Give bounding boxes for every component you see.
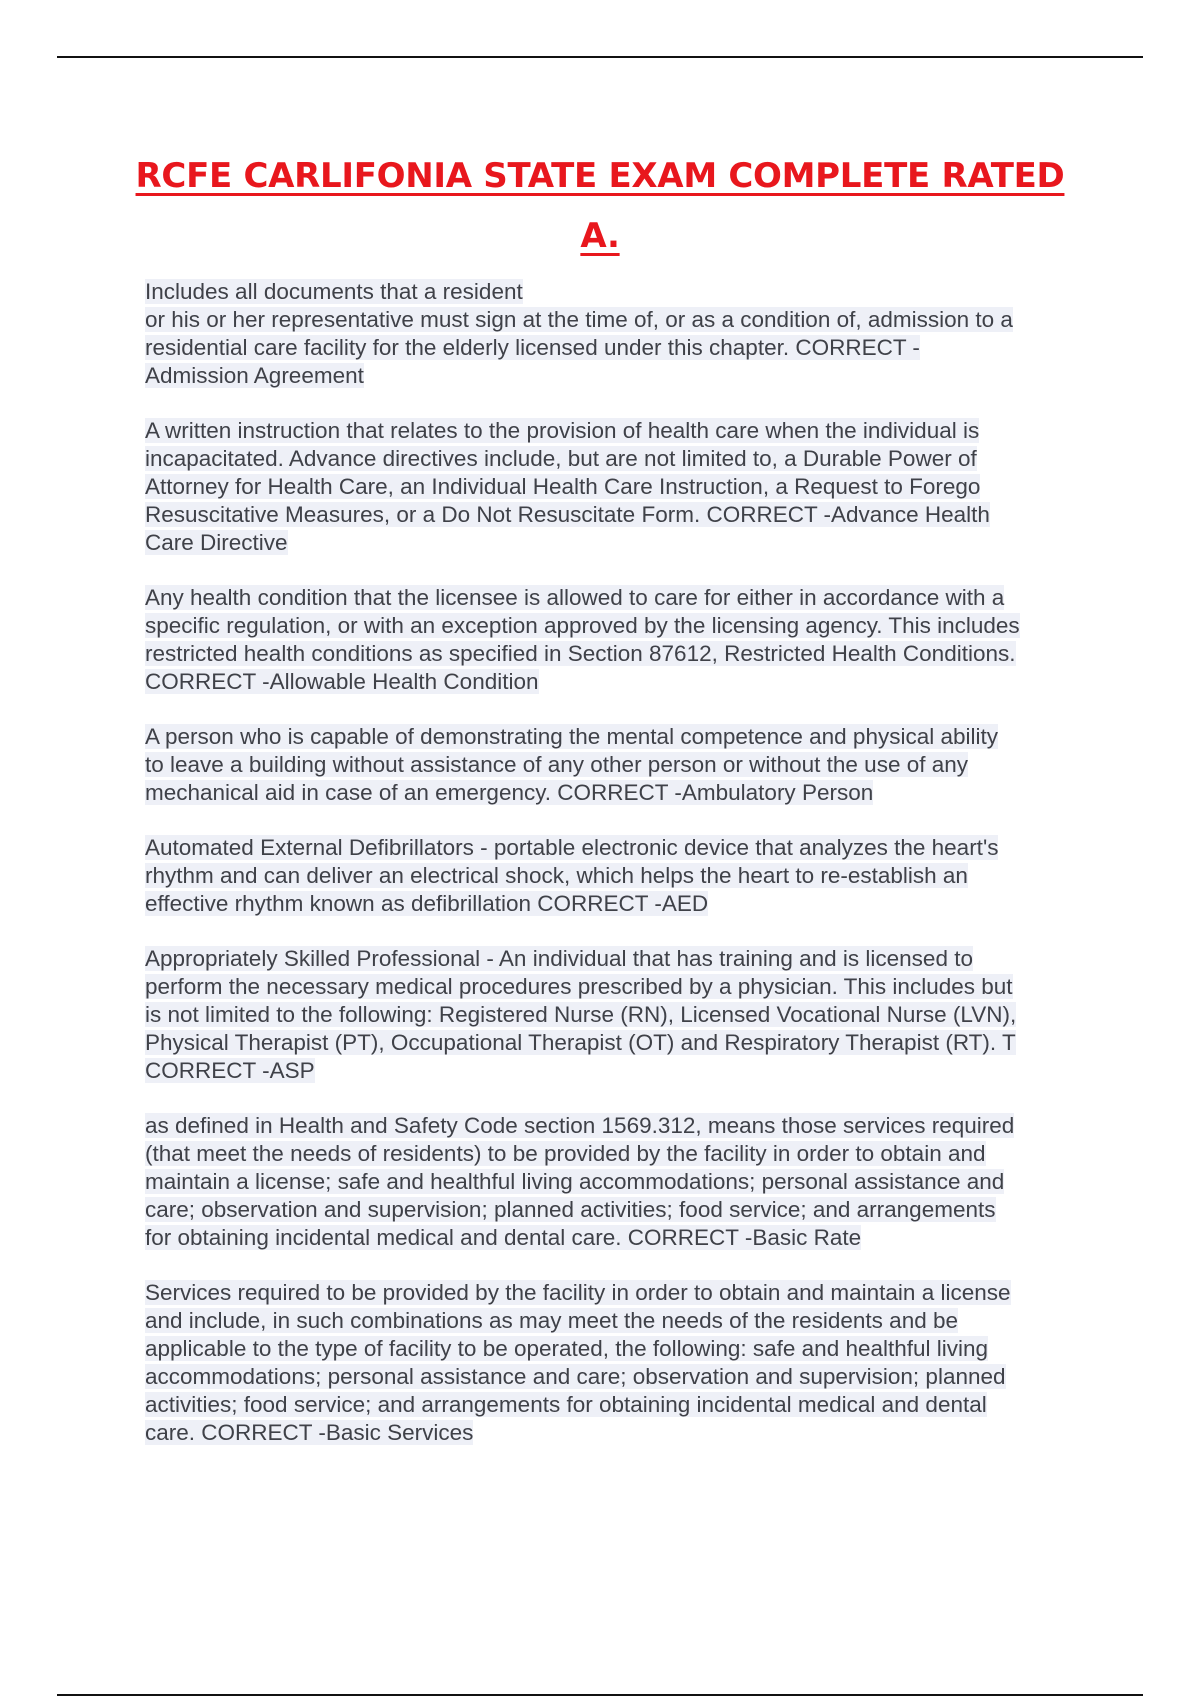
entry-text: Includes all documents that a resident or his or her representative must sign at the time of, or as a condition of, admission to a residential care facility for the elderly licensed under this chapter. CORRECT - Admission Agreement	[145, 279, 1013, 388]
entry-basic-rate	[145, 1112, 1095, 1252]
document-title-line-2: A.	[580, 216, 620, 256]
entry-basic-services	[145, 1279, 1095, 1447]
entry-text: Any health condition that the licensee is allowed to care for either in accordance with a specific regulation, or with an exception approved by the licensing agency. This includes restricted health conditions as specified in Section 87612, Restricted Health Conditions. CORRECT -Allowable Health Condition	[145, 585, 1020, 694]
entry-allowable-health-condition	[145, 584, 1095, 696]
footer-rule	[57, 1694, 1143, 1696]
entry-text: as defined in Health and Safety Code section 1569.312, means those services required (that meet the needs of residents) to be provided by the facility in order to obtain and maintain a license; safe and healthful living accommodations; personal assistance and care; observation and supervision; planned activities; food service; and arrangements for obtaining incidental medical and dental care. CORRECT -Basic Rate	[145, 1113, 1015, 1250]
entry-list	[145, 278, 1095, 1474]
entry-aed	[145, 834, 1095, 918]
header-rule	[57, 56, 1143, 58]
entry-admission-agreement	[145, 278, 1095, 390]
entry-text: Appropriately Skilled Professional - An individual that has training and is licensed to perform the necessary medical procedures prescribed by a physician. This includes but is not limited to the following: Registered Nurse (RN), Licensed Vocational Nurse (LVN), Physical Therapist (PT), Occupational Therapist (OT) and Respiratory Therapist (RT). T CORRECT -ASP	[145, 946, 1017, 1083]
document-title-line-1: RCFE CARLIFONIA STATE EXAM COMPLETE RATED	[135, 156, 1065, 196]
entry-text: Automated External Defibrillators - portable electronic device that analyzes the heart's rhythm and can deliver an electrical shock, which helps the heart to re-establish an effective rhythm known as defibrillation CORRECT -AED	[145, 835, 999, 916]
entry-text: Services required to be provided by the facility in order to obtain and maintain a license and include, in such combinations as may meet the needs of the residents and be applicable to the type of facility to be operated, the following: safe and healthful living accommodations; personal assistance and care; observation and supervision; planned activities; food service; and arrangements for obtaining incidental medical and dental care. CORRECT -Basic Services	[145, 1280, 1011, 1445]
entry-ambulatory-person	[145, 723, 1095, 807]
entry-text: A written instruction that relates to the provision of health care when the individual is incapacitated. Advance directives include, but are not limited to, a Durable Power of Attorney for Health Care, an Individual Health Care Instruction, a Request to Forego Resuscitative Measures, or a Do Not Resuscitate Form. CORRECT -Advance Health Care Directive	[145, 418, 990, 555]
entry-advance-health-care-directive	[145, 417, 1095, 557]
entry-text: A person who is capable of demonstrating the mental competence and physical ability to leave a building without assistance of any other person or without the use of any mechanical aid in case of an emergency. CORRECT -Ambulatory Person	[145, 724, 999, 805]
entry-asp	[145, 945, 1095, 1085]
document-title	[100, 146, 1100, 266]
